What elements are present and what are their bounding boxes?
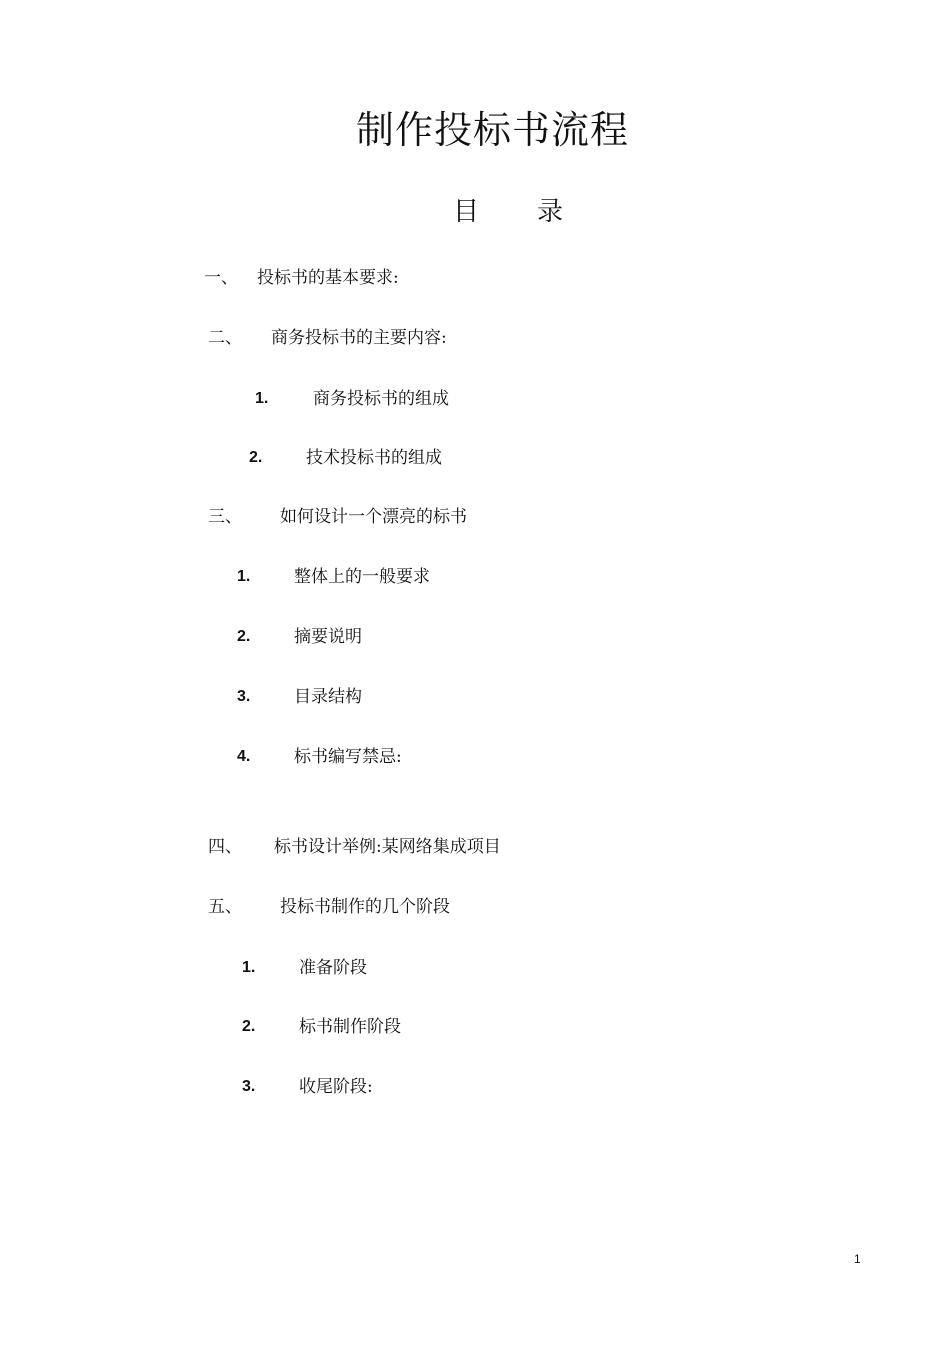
page-number: 1	[854, 1252, 861, 1266]
toc-entry-number: 五、	[208, 897, 242, 917]
toc-entry-text: 目录结构	[294, 687, 362, 707]
toc-entry-number: 二、	[208, 328, 242, 348]
toc-entry-text: 标书制作阶段	[299, 1017, 401, 1037]
toc-heading	[453, 194, 563, 230]
toc-entry-number: 1.	[237, 568, 251, 585]
toc-entry-number: 1.	[255, 390, 269, 407]
toc-entry-text: 标书设计举例:某网络集成项目	[274, 837, 501, 857]
toc-entry-text: 技术投标书的组成	[306, 448, 442, 468]
document-title: 制作投标书流程	[355, 108, 629, 152]
toc-entry-text: 商务投标书的组成	[313, 389, 449, 409]
toc-entry-number: 1.	[242, 959, 256, 976]
toc-entry-text: 收尾阶段:	[299, 1077, 373, 1097]
toc-entry-number: 2.	[249, 449, 263, 466]
toc-entry-number: 三、	[208, 507, 242, 527]
toc-entry-text: 如何设计一个漂亮的标书	[280, 507, 467, 527]
toc-entry-number: 2.	[237, 628, 251, 645]
toc-entry-number: 3.	[242, 1078, 256, 1095]
toc-entry-number: 2.	[242, 1018, 256, 1035]
toc-entry-text: 摘要说明	[294, 627, 362, 647]
toc-entry-number: 一、	[204, 268, 238, 288]
toc-entry-text: 准备阶段	[299, 958, 367, 978]
toc-entry-number: 3.	[237, 688, 251, 705]
toc-entry-number: 4.	[237, 748, 251, 765]
toc-entry-number: 四、	[208, 837, 242, 857]
toc-heading-char-2: 录	[536, 197, 563, 227]
toc-entry-text: 投标书制作的几个阶段	[280, 897, 450, 917]
toc-entry-text: 整体上的一般要求	[294, 567, 430, 587]
toc-entry-text: 投标书的基本要求:	[257, 268, 399, 288]
toc-entry-text: 商务投标书的主要内容:	[271, 328, 447, 348]
toc-entry-text: 标书编写禁忌:	[294, 747, 402, 767]
toc-heading-char-1: 目	[453, 197, 480, 227]
